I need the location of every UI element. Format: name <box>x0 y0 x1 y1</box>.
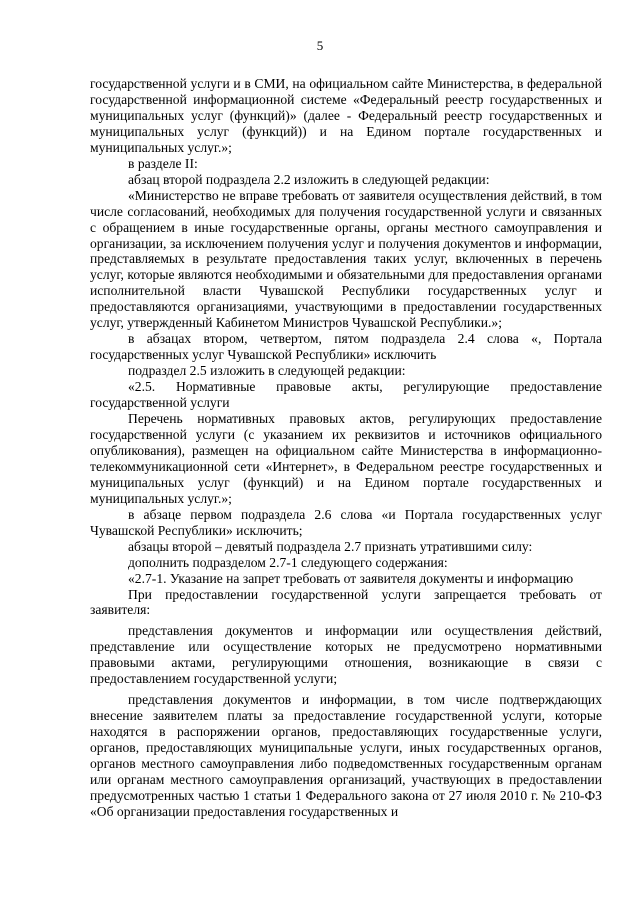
paragraph: государственной услуги и в СМИ, на официальном сайте Министерства, в федеральной государственной информационной системе «Федеральный реестр государственных и муниципальных услуг (функций)» (далее - Федеральный реестр государственных и муниципальных услуг (функций)) и на Едином портале государственных и муниципальных услуг.»; <box>90 76 602 155</box>
paragraph: представления документов и информации, в том числе подтверждающих внесение заявителем платы за предоставление государственной услуги, которые находятся в распоряжении органов, предоставляющих государственные услуги, органов, предоставляющих муниципальные услуги, иных государственных органов, органов местного самоуправления либо подведомственных государственным органам или органам местного самоуправления организаций, участвующих в предоставлении предусмотренных частью 1 статьи 1 Федерального закона от 27 июля 2010 г. № 210-ФЗ «Об организации предоставления государственных и <box>90 692 602 819</box>
paragraph: абзацы второй – девятый подраздела 2.7 признать утратившими силу: <box>128 538 533 554</box>
paragraph: абзац второй подраздела 2.2 изложить в следующей редакции: <box>128 171 490 187</box>
paragraph: в абзаце первом подраздела 2.6 слова «и Портала государственных услуг Чувашской Республики» исключить; <box>90 506 602 538</box>
paragraph: «Министерство не вправе требовать от заявителя осуществления действий, в том числе согласований, необходимых для получения государственной услуги и связанных с обращением в иные государственные органы, органы местного самоуправления и организации, за исключением получения услуг и получения документов и информации, представляемых в результате предоставления таких услуг, включенных в перечень услуг, которые являются необходимыми и обязательными для предоставления органами исполнительной власти Чувашской Республики государственных услуг и предоставляются организациями, участвующими в предоставлении государственных услуг, утвержденный Кабинетом Министров Чувашской Республики.»; <box>90 187 602 331</box>
paragraph: в разделе II: <box>128 155 198 171</box>
paragraph: в абзацах втором, четвертом, пятом подраздела 2.4 слова «, Портала государственных услуг Чувашской Республики» исключить <box>90 331 602 363</box>
document-body <box>90 76 602 820</box>
paragraph: представления документов и информации или осуществления действий, представление или осуществление которых не предусмотрено нормативными правовыми актами, регулирующими отношения, возникающие в связи с предоставлением государственной услуги; <box>90 623 602 687</box>
paragraph: подраздел 2.5 изложить в следующей редакции: <box>128 363 406 379</box>
paragraph: Перечень нормативных правовых актов, регулирующих предоставление государственной услуги (с указанием их реквизитов и источников официального опубликования), размещен на официальном сайте Министерства в информационно-телекоммуникационной сети «Интернет», в Федеральном реестре государственных и муниципальных услуг (функций) и на Едином портале государственных и муниципальных услуг.»; <box>90 411 602 506</box>
paragraph: При предоставлении государственной услуги запрещается требовать от заявителя: <box>90 586 602 618</box>
paragraph: «2.7-1. Указание на запрет требовать от заявителя документы и информацию <box>128 570 574 586</box>
page-number: 5 <box>316 38 324 53</box>
paragraph: дополнить подразделом 2.7-1 следующего содержания: <box>128 554 448 570</box>
paragraph: «2.5. Нормативные правовые акты, регулирующие предоставление государственной услуги <box>90 379 602 411</box>
